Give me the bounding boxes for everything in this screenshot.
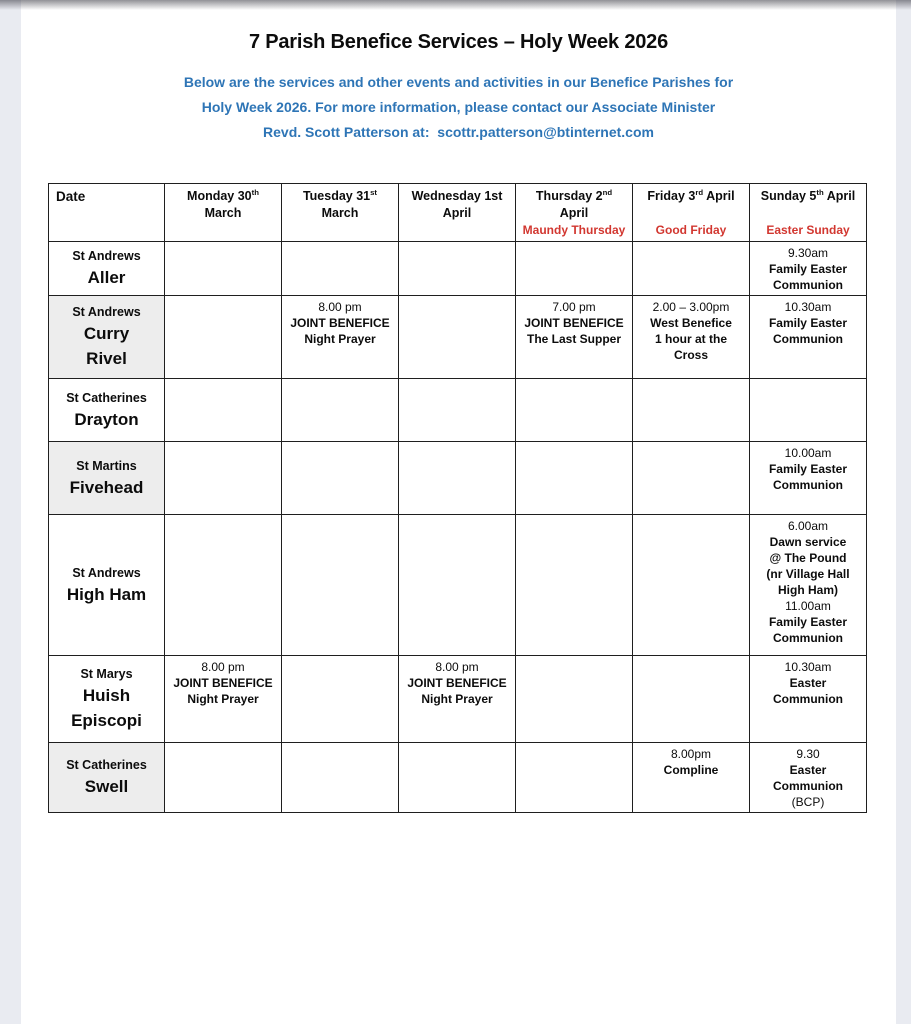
service-cell (399, 296, 516, 379)
service-line: 10.00am (784, 446, 832, 460)
service-cell (282, 296, 399, 379)
table-header-row (49, 184, 867, 242)
ordinal-superscript: th (816, 187, 824, 197)
service-cell (750, 656, 867, 743)
service-cell (399, 242, 516, 296)
parish-name: Episcopi (71, 711, 142, 730)
service-line: 9.30 (796, 747, 820, 761)
parish-label-cell (49, 242, 165, 296)
document-page (21, 0, 896, 1024)
column-header-day-4 (633, 184, 750, 242)
service-line: 10.30am (784, 660, 832, 674)
parish-name: High Ham (66, 584, 147, 604)
service-line: Communion (773, 779, 843, 793)
service-cell (633, 379, 750, 442)
service-line: JOINT BENEFICE (173, 676, 273, 690)
intro-line-1: Below are the services and other events and activities in our Benefice Parishes for (183, 74, 734, 90)
service-cell (750, 379, 867, 442)
ordinal-superscript: st (370, 187, 378, 197)
service-line: Family Easter (768, 262, 848, 276)
column-header-day-1 (282, 184, 399, 242)
day-header-line2: March (321, 206, 359, 220)
day-header-line1: Thursday 2nd (535, 187, 613, 203)
service-line: (nr Village Hall (766, 567, 850, 581)
service-cell (516, 515, 633, 656)
service-line: Cross (673, 348, 708, 362)
service-line: Communion (773, 478, 843, 492)
ordinal-superscript: th (251, 187, 259, 197)
service-line: 7.00 pm (552, 300, 596, 314)
service-line: Easter (789, 676, 827, 690)
service-line: West Benefice (650, 316, 732, 330)
special-day-label: Good Friday (655, 223, 727, 237)
ordinal-superscript: rd (695, 187, 704, 197)
parish-label-cell (49, 296, 165, 379)
service-line: Communion (773, 692, 843, 706)
services-table-wrap (48, 183, 867, 813)
service-line: Family Easter (768, 316, 848, 330)
parish-label-cell (49, 656, 165, 743)
parish-label-cell (49, 743, 165, 813)
church-name: St Martins (76, 458, 137, 473)
table-body (49, 242, 867, 813)
parish-name: Swell (84, 777, 129, 796)
service-line: Communion (773, 631, 843, 645)
service-cell (750, 242, 867, 296)
special-day-label: Easter Sunday (766, 223, 850, 237)
service-cell (516, 242, 633, 296)
church-name: St Marys (80, 667, 133, 681)
service-cell (750, 296, 867, 379)
service-cell (165, 656, 282, 743)
service-line: JOINT BENEFICE (290, 316, 390, 330)
service-cell (165, 242, 282, 296)
parish-row (49, 743, 867, 813)
service-cell (750, 743, 867, 813)
service-cell (399, 515, 516, 656)
service-line: 10.30am (784, 300, 832, 314)
service-cell (399, 442, 516, 515)
service-cell (282, 656, 399, 743)
service-cell (633, 656, 750, 743)
service-cell (165, 743, 282, 813)
service-line: JOINT BENEFICE (407, 676, 507, 690)
service-line: Communion (773, 332, 843, 346)
day-header-line1: Tuesday 31st (302, 187, 378, 203)
day-header-line2: April (442, 206, 472, 220)
service-line: 8.00 pm (318, 300, 362, 314)
service-cell (633, 442, 750, 515)
service-cell (282, 379, 399, 442)
service-cell (165, 379, 282, 442)
service-line: Communion (773, 278, 843, 292)
column-header-day-3 (516, 184, 633, 242)
parish-row (49, 442, 867, 515)
service-cell (165, 442, 282, 515)
parish-name: Rivel (86, 349, 127, 368)
service-cell (282, 442, 399, 515)
column-header-date: Date (49, 184, 165, 242)
service-line: Night Prayer (304, 332, 376, 346)
service-cell (516, 743, 633, 813)
parish-name: Fivehead (69, 477, 144, 497)
parish-label-cell (49, 442, 165, 515)
intro-line-3-contact-email: Revd. Scott Patterson at: scottr.patterson@btinternet.com (263, 124, 654, 140)
service-line: 11.00am (785, 599, 831, 613)
parish-name: Huish (82, 686, 131, 705)
column-header-day-0 (165, 184, 282, 242)
service-line: 1 hour at the (654, 332, 727, 346)
column-header-day-5 (750, 184, 867, 242)
service-line: 6.00am (787, 519, 829, 533)
service-line: @ The Pound (769, 551, 847, 565)
parish-name: Drayton (74, 409, 139, 429)
service-line: JOINT BENEFICE (524, 316, 624, 330)
service-cell (633, 296, 750, 379)
service-line: Dawn service (769, 535, 847, 549)
service-cell (399, 379, 516, 442)
service-line: Family Easter (768, 462, 848, 476)
service-cell (399, 656, 516, 743)
service-line: 2.00 – 3.00pm (652, 300, 730, 314)
church-name: St Andrews (72, 249, 141, 263)
day-header-line2 (635, 205, 747, 222)
day-header-line1: Monday 30th (187, 187, 259, 203)
service-cell (165, 515, 282, 656)
day-header-line2 (752, 205, 864, 222)
service-line: 8.00 pm (201, 660, 245, 674)
parish-name: Curry (83, 324, 130, 343)
parish-row (49, 515, 867, 656)
service-cell (516, 379, 633, 442)
service-cell (282, 242, 399, 296)
service-cell (750, 442, 867, 515)
day-header-line2: April (559, 206, 589, 220)
church-name: St Catherines (66, 390, 147, 405)
service-cell (399, 743, 516, 813)
service-line: Night Prayer (421, 692, 493, 706)
church-name: St Andrews (72, 305, 141, 319)
service-line: 8.00 pm (435, 660, 479, 674)
parish-label-cell (49, 515, 165, 656)
parish-row (49, 379, 867, 442)
service-cell (282, 515, 399, 656)
church-name: St Andrews (72, 565, 141, 580)
service-line: 8.00pm (670, 747, 712, 761)
service-cell (282, 743, 399, 813)
intro-paragraph (21, 70, 896, 145)
parish-row (49, 296, 867, 379)
service-line: High Ham) (778, 583, 838, 597)
page-title: 7 Parish Benefice Services – Holy Week 2026 (248, 31, 669, 53)
service-cell (750, 515, 867, 656)
service-line: Compline (663, 763, 719, 777)
service-cell (516, 442, 633, 515)
day-header-line1: Wednesday 1st (411, 189, 503, 203)
service-line: The Last Supper (526, 332, 621, 346)
service-line: Easter (789, 763, 827, 777)
parish-name: Aller (87, 268, 126, 287)
service-cell (516, 656, 633, 743)
parish-label-cell (49, 379, 165, 442)
service-line: Night Prayer (187, 692, 259, 706)
day-header-line2: March (204, 206, 242, 220)
service-cell (633, 242, 750, 296)
service-cell (633, 743, 750, 813)
day-header-line1: Sunday 5th April (760, 187, 856, 203)
service-line: 9.30am (787, 246, 829, 260)
column-header-day-2 (399, 184, 516, 242)
church-name: St Catherines (66, 758, 147, 772)
service-line: (BCP) (791, 795, 825, 809)
service-line: Family Easter (768, 615, 848, 629)
day-header-line1: Friday 3rd April (647, 187, 735, 203)
parish-row (49, 656, 867, 743)
service-cell (633, 515, 750, 656)
special-day-label: Maundy Thursday (522, 223, 626, 237)
services-table (48, 183, 867, 813)
service-cell (516, 296, 633, 379)
ordinal-superscript: nd (602, 187, 613, 197)
parish-row (49, 242, 867, 296)
intro-line-2: Holy Week 2026. For more information, please contact our Associate Minister (201, 99, 716, 115)
service-cell (165, 296, 282, 379)
